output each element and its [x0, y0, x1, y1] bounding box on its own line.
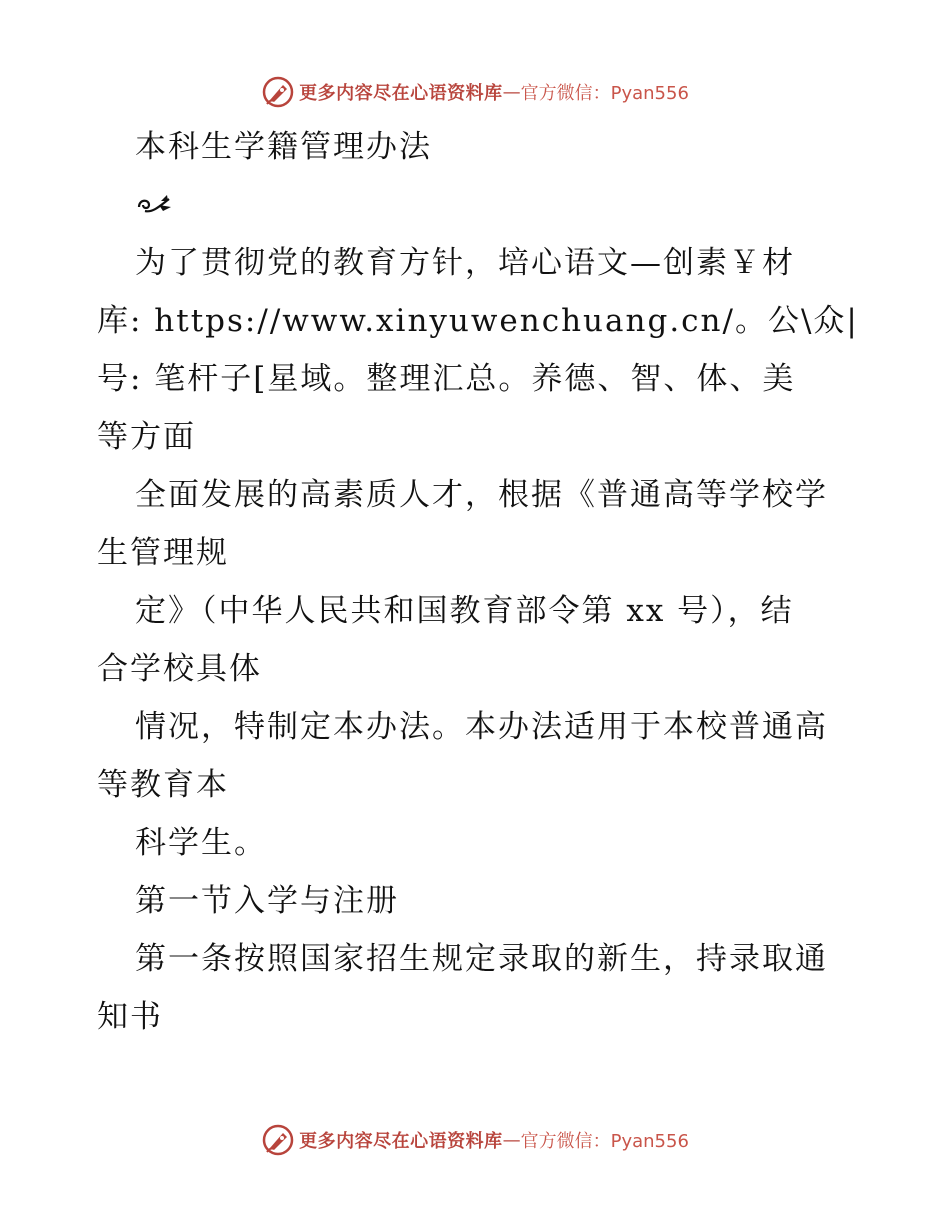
- watermark-brand: 更多内容尽在心语资料库: [299, 83, 503, 104]
- paragraph-line: 科学生。: [135, 825, 267, 861]
- paragraph-line: 定》（中华人民共和国教育部令第 xx 号），结: [135, 593, 794, 629]
- paragraph-line: 全面发展的高素质人才，根据《普通高等学校学: [135, 477, 828, 513]
- watermark-brand: 更多内容尽在心语资料库: [299, 1131, 503, 1152]
- watermark-separator: —: [502, 1129, 521, 1151]
- watermark-wechat: 官方微信：Pyan556: [520, 83, 689, 104]
- watermark-separator: —: [502, 81, 521, 103]
- paragraph-line: 库: https://www.xinyuwenchuang.cn/。公\众|: [97, 303, 859, 339]
- pen-nib-icon: [261, 75, 295, 109]
- floral-ornament-icon: [135, 193, 175, 217]
- paragraph-line: 号: 笔杆子[星域。整理汇总。养德、智、体、美: [97, 361, 796, 397]
- paragraph-line: 合学校具体: [97, 651, 262, 687]
- watermark-wechat: 官方微信：Pyan556: [520, 1131, 689, 1152]
- paragraph-line: 情况，特制定本办法。本办法适用于本校普通高: [135, 709, 828, 745]
- paragraph-line: 知书: [97, 999, 163, 1035]
- paragraph-line: 生管理规: [97, 535, 229, 571]
- header-watermark: [0, 72, 950, 112]
- paragraph-line: 等教育本: [97, 767, 229, 803]
- paragraph-line: 为了贯彻党的教育方针，培心语文—创素￥材: [135, 245, 795, 281]
- document-title: 本科生学籍管理办法: [135, 129, 432, 165]
- paragraph-line: 第一条按照国家招生规定录取的新生，持录取通: [135, 941, 828, 977]
- section-heading: 第一节入学与注册: [135, 883, 399, 919]
- paragraph-line: 等方面: [97, 419, 196, 455]
- ornament: [97, 176, 857, 234]
- pen-nib-icon: [261, 1123, 295, 1157]
- document-body: [97, 118, 857, 1046]
- footer-watermark: [0, 1120, 950, 1160]
